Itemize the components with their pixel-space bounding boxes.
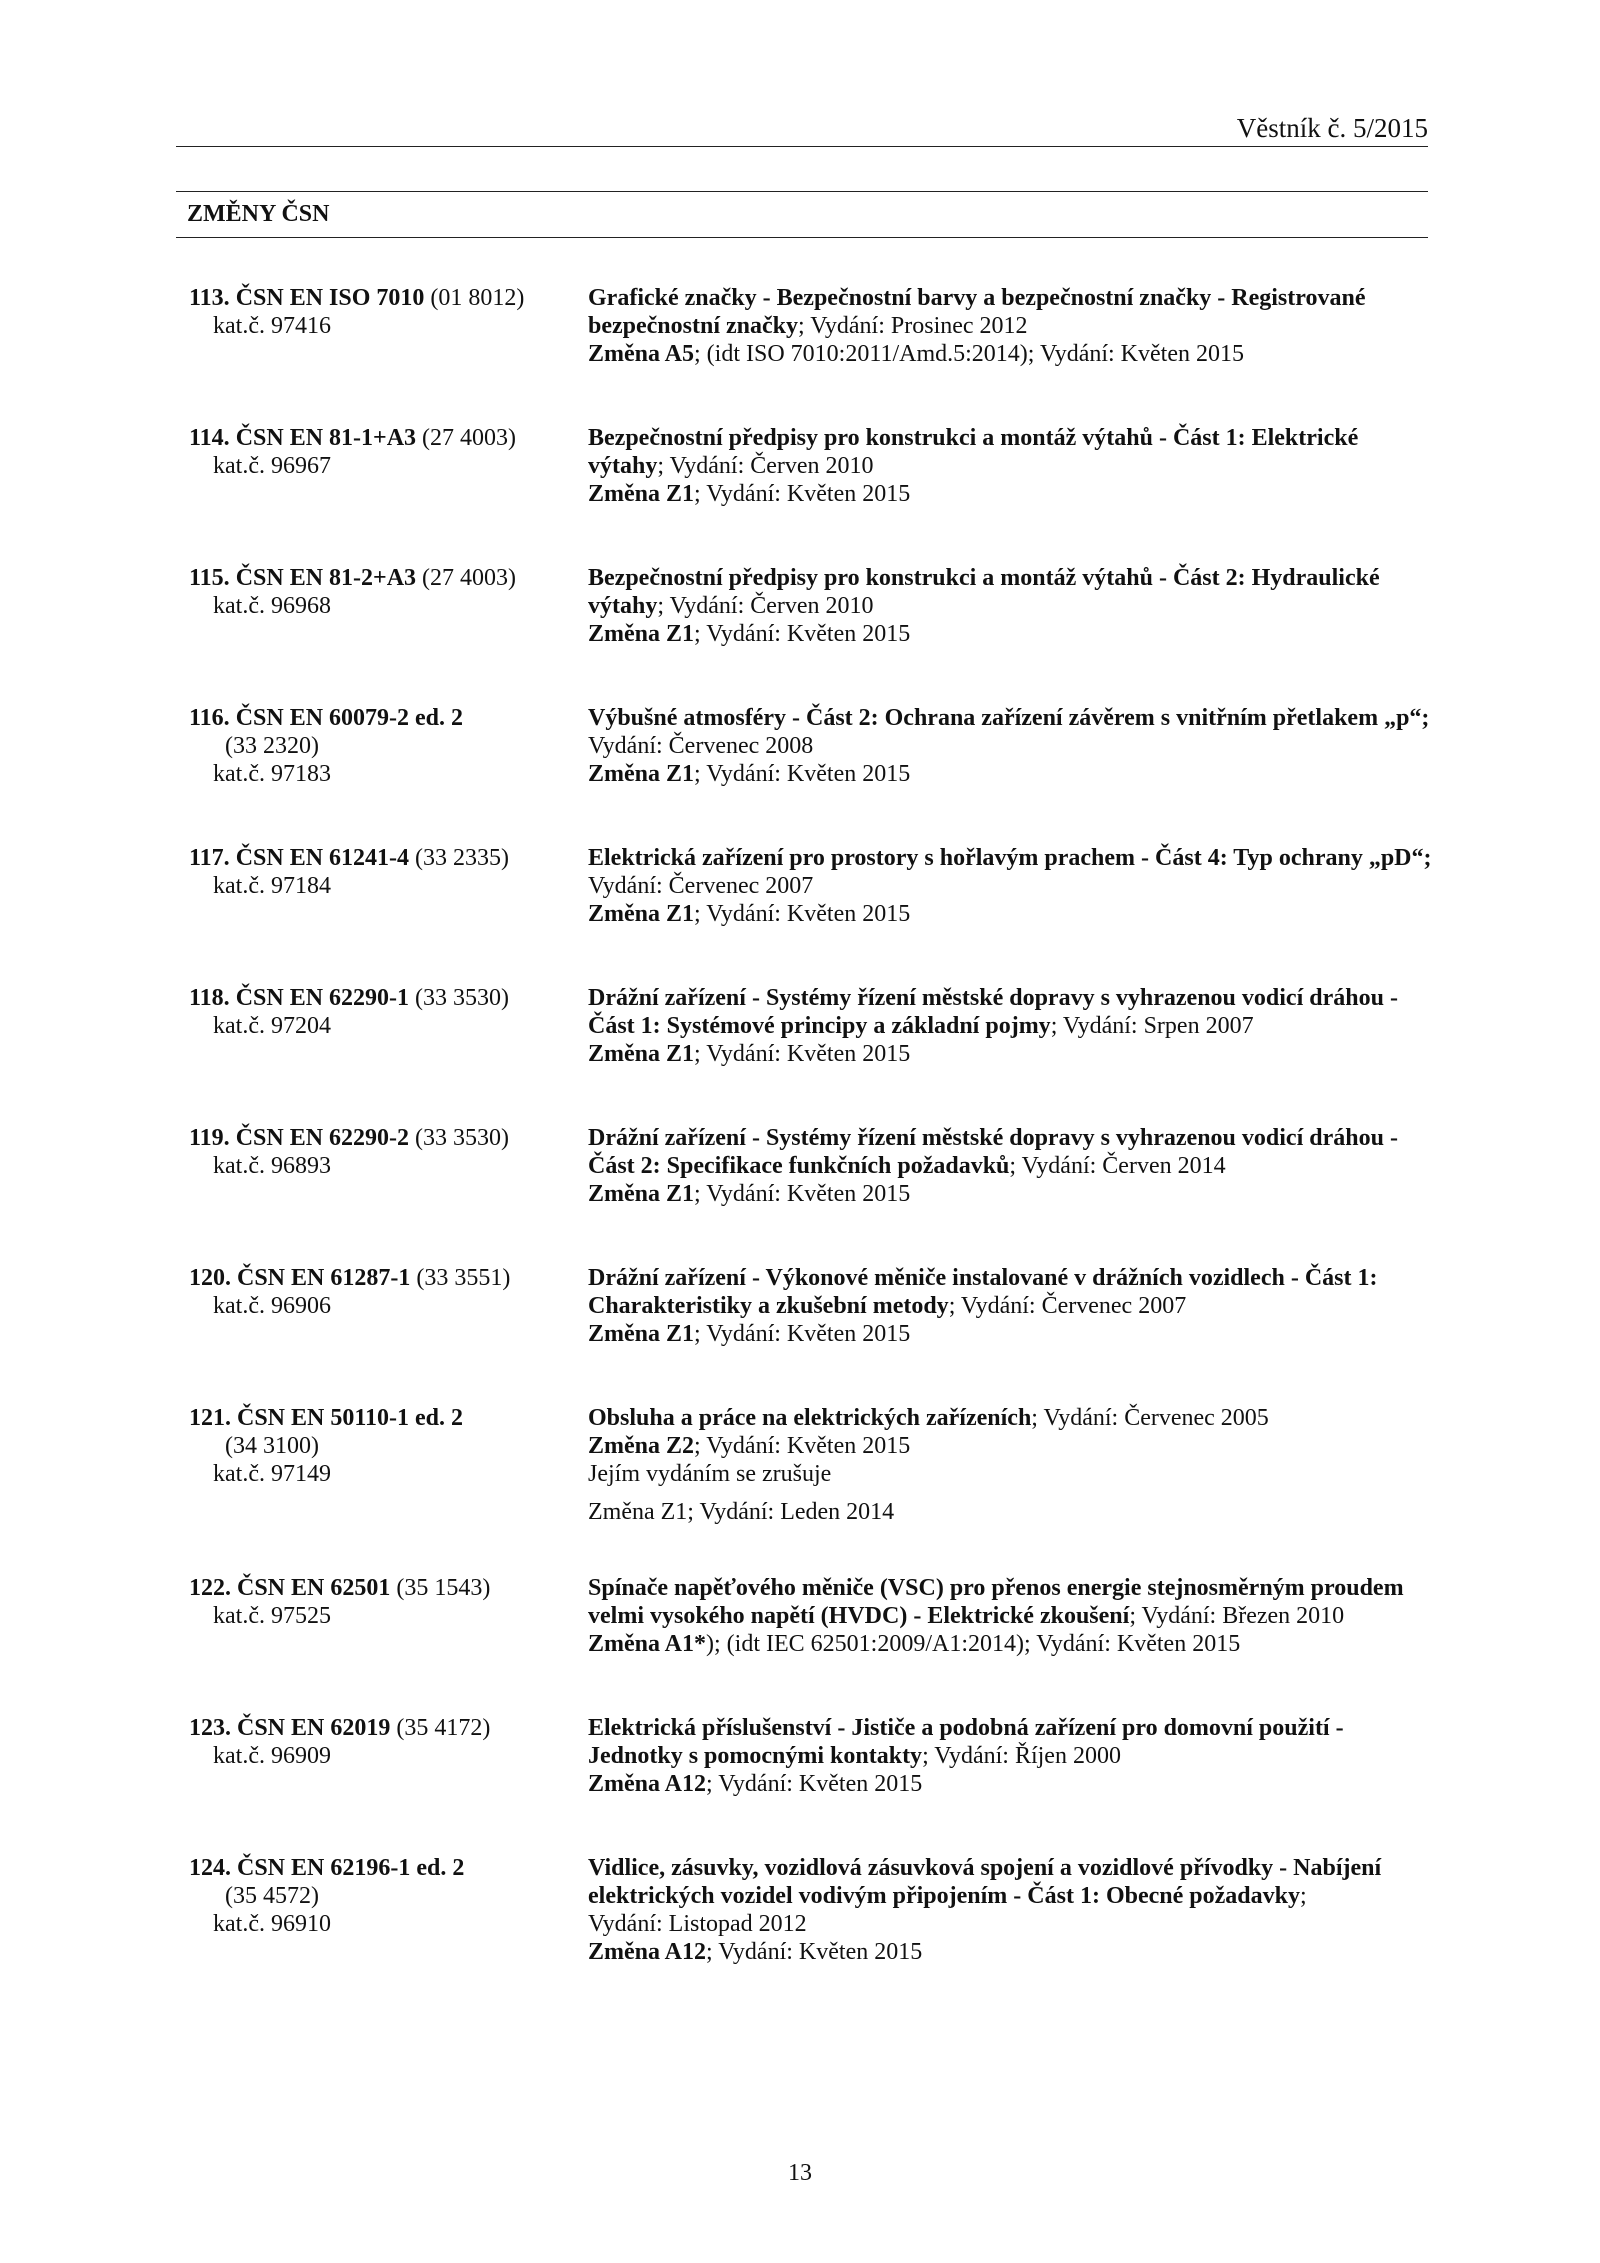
catalog-number: kat.č. 97416 — [213, 313, 331, 339]
standard-identifier: 114. ČSN EN 81-1+A3 (27 4003) kat.č. 96967 — [189, 424, 569, 480]
standard-description: Obsluha a práce na elektrických zařízeních; Vydání: Červenec 2005 Změna Z2; Vydání: Květen 2015 Jejím vydáním se zrušuje Změna Z1; Vydání: Leden 2014 — [588, 1404, 1438, 1526]
standard-identifier: 116. ČSN EN 60079-2 ed. 2 (33 2320) kat.č. 97183 — [189, 704, 569, 788]
section-title: ZMĚNY ČSN — [187, 201, 330, 227]
catalog-number: kat.č. 97525 — [213, 1603, 331, 1629]
header-rule — [176, 146, 1428, 147]
standard-description: Bezpečnostní předpisy pro konstrukci a montáž výtahů - Část 2: Hydraulické výtahy; Vydání: Červen 2010 Změna Z1; Vydání: Květen 2015 — [588, 565, 1380, 647]
standard-identifier: 118. ČSN EN 62290-1 (33 3530) kat.č. 97204 — [189, 984, 569, 1040]
standard-identifier: 123. ČSN EN 62019 (35 4172) kat.č. 96909 — [189, 1714, 569, 1770]
standard-description: Elektrická zařízení pro prostory s hořlavým prachem - Část 4: Typ ochrany „pD“; Vydání: Červenec 2007 Změna Z1; Vydání: Květen 2015 — [588, 845, 1432, 927]
catalog-number: kat.č. 96909 — [213, 1743, 331, 1769]
standard-identifier: 122. ČSN EN 62501 (35 1543) kat.č. 97525 — [189, 1574, 569, 1630]
catalog-number: kat.č. 97184 — [213, 873, 331, 899]
standard-identifier: 120. ČSN EN 61287-1 (33 3551) kat.č. 96906 — [189, 1264, 569, 1320]
standard-description: Drážní zařízení - Výkonové měniče instalované v drážních vozidlech - Část 1: Charakteristiky a zkušební metody; Vydání: Červenec 2007 Změna Z1; Vydání: Květen 2015 — [588, 1265, 1378, 1347]
page-number: 13 — [788, 2160, 812, 2186]
catalog-number: kat.č. 97149 — [213, 1461, 331, 1487]
standard-identifier: 117. ČSN EN 61241-4 (33 2335) kat.č. 97184 — [189, 844, 569, 900]
catalog-number: kat.č. 97204 — [213, 1013, 331, 1039]
standard-identifier: 121. ČSN EN 50110-1 ed. 2 (34 3100) kat.č. 97149 — [189, 1404, 569, 1488]
catalog-number: kat.č. 96910 — [213, 1911, 331, 1937]
bulletin-issue-title: Věstník č. 5/2015 — [1236, 113, 1428, 143]
standard-description: Spínače napěťového měniče (VSC) pro přenos energie stejnosměrným proudem velmi vysokého napětí (HVDC) - Elektrické zkoušení; Vydání: Březen 2010 Změna A1*); (idt IEC 62501:2009/A1:2014); Vydání: Květen 2015 — [588, 1575, 1404, 1657]
standard-description: Elektrická příslušenství - Jističe a podobná zařízení pro domovní použití - Jednotky s pomocnými kontakty; Vydání: Říjen 2000 Změna A12; Vydání: Květen 2015 — [588, 1715, 1344, 1797]
withdrawn-change: Změna Z1; Vydání: Leden 2014 — [588, 1499, 895, 1525]
catalog-number: kat.č. 96968 — [213, 593, 331, 619]
standard-description: Grafické značky - Bezpečnostní barvy a bezpečnostní značky - Registrované bezpečnostní značky; Vydání: Prosinec 2012 Změna A5; (idt ISO 7010:2011/Amd.5:2014); Vydání: Květen 2015 — [588, 285, 1366, 367]
standard-identifier: 124. ČSN EN 62196-1 ed. 2 (35 4572) kat.č. 96910 — [189, 1854, 569, 1938]
standard-identifier: 115. ČSN EN 81-2+A3 (27 4003) kat.č. 96968 — [189, 564, 569, 620]
standard-description: Drážní zařízení - Systémy řízení městské dopravy s vyhrazenou vodicí dráhou - Část 1: Systémové principy a základní pojmy; Vydání: Srpen 2007 Změna Z1; Vydání: Květen 2015 — [588, 985, 1398, 1067]
section-bottom-rule — [176, 237, 1428, 238]
standard-description: Bezpečnostní předpisy pro konstrukci a montáž výtahů - Část 1: Elektrické výtahy; Vydání: Červen 2010 Změna Z1; Vydání: Květen 2015 — [588, 425, 1359, 507]
catalog-number: kat.č. 96967 — [213, 453, 331, 479]
section-top-rule — [176, 191, 1428, 192]
standard-description: Drážní zařízení - Systémy řízení městské dopravy s vyhrazenou vodicí dráhou - Část 2: Specifikace funkčních požadavků; Vydání: Červen 2014 Změna Z1; Vydání: Květen 2015 — [588, 1125, 1398, 1207]
catalog-number: kat.č. 96893 — [213, 1153, 331, 1179]
standard-description: Výbušné atmosféry - Část 2: Ochrana zařízení závěrem s vnitřním přetlakem „p“; Vydání: Červenec 2008 Změna Z1; Vydání: Květen 2015 — [588, 705, 1430, 787]
standard-identifier: 119. ČSN EN 62290-2 (33 3530) kat.č. 96893 — [189, 1124, 569, 1180]
standard-description: Vidlice, zásuvky, vozidlová zásuvková spojení a vozidlové přívodky - Nabíjení elektrických vozidel vodivým připojením - Část 1: Obecné požadavky; Vydání: Listopad 2012 Změna A12; Vydání: Květen 2015 — [588, 1855, 1382, 1965]
standard-identifier: 113. ČSN EN ISO 7010 (01 8012) kat.č. 97416 — [189, 284, 569, 340]
catalog-number: kat.č. 97183 — [213, 761, 331, 787]
withdrawal-note: Jejím vydáním se zrušuje — [588, 1461, 832, 1487]
catalog-number: kat.č. 96906 — [213, 1293, 331, 1319]
